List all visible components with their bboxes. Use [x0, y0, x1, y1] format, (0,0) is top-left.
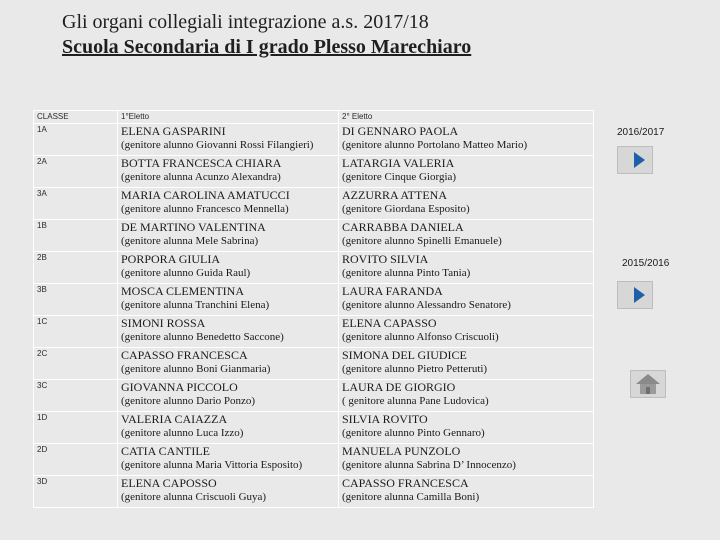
table-row: [34, 412, 594, 444]
first-elected-cell: [118, 476, 339, 508]
first-elected-parent-note: (genitore alunna Tranchini Elena): [121, 299, 270, 311]
table-row: [34, 316, 594, 348]
table-row: [34, 348, 594, 380]
class-cell: 1C: [34, 316, 118, 348]
header-classe: CLASSE: [34, 111, 118, 124]
first-elected-name: MOSCA CLEMENTINA: [121, 284, 245, 298]
first-elected-name: GIOVANNA PICCOLO: [121, 380, 238, 394]
first-elected-name: CAPASSO FRANCESCA: [121, 348, 248, 362]
first-elected-name: DE MARTINO VALENTINA: [121, 220, 266, 234]
year-label-2015-2016: 2015/2016: [622, 258, 670, 269]
second-elected-name: CAPASSO FRANCESCA: [342, 476, 469, 490]
second-elected-parent-note: ( genitore alunna Pane Ludovica): [342, 395, 489, 407]
first-elected-parent-note: (genitore alunno Francesco Mennella): [121, 203, 289, 215]
second-elected-cell: [339, 348, 594, 380]
table-row: [34, 220, 594, 252]
first-elected-parent-note: (genitore alunno Dario Ponzo): [121, 395, 256, 407]
class-cell: 3D: [34, 476, 118, 508]
title-line-2: Scuola Secondaria di I grado Plesso Marechiaro: [62, 36, 472, 58]
first-elected-parent-note: (genitore alunna Acunzo Alexandra): [121, 171, 281, 183]
first-elected-cell: [118, 124, 339, 156]
first-elected-name: CATIA CANTILE: [121, 444, 210, 458]
table-row: [34, 156, 594, 188]
class-cell: 3A: [34, 188, 118, 220]
table-row: [34, 188, 594, 220]
second-elected-name: LAURA DE GIORGIO: [342, 380, 456, 394]
first-elected-name: MARIA CAROLINA AMATUCCI: [121, 188, 290, 202]
first-elected-name: ELENA CAPOSSO: [121, 476, 217, 490]
first-elected-name: BOTTA FRANCESCA CHIARA: [121, 156, 282, 170]
first-elected-cell: [118, 188, 339, 220]
second-elected-cell: [339, 124, 594, 156]
home-icon: [631, 371, 665, 397]
second-elected-cell: [339, 284, 594, 316]
second-elected-name: MANUELA PUNZOLO: [342, 444, 461, 458]
first-elected-cell: [118, 380, 339, 412]
first-elected-parent-note: (genitore alunno Benedetto Saccone): [121, 331, 284, 343]
first-elected-cell: [118, 284, 339, 316]
second-elected-parent-note: (genitore alunno Alessandro Senatore): [342, 299, 511, 311]
first-elected-cell: [118, 156, 339, 188]
second-elected-parent-note: (genitore Cinque Giorgia): [342, 171, 457, 183]
first-elected-parent-note: (genitore alunna Criscuoli Guya): [121, 491, 267, 503]
class-cell: 2A: [34, 156, 118, 188]
elected-table: [33, 110, 594, 508]
table-row: [34, 444, 594, 476]
first-elected-parent-note: (genitore alunna Maria Vittoria Esposito): [121, 459, 303, 471]
first-elected-name: ELENA GASPARINI: [121, 124, 226, 138]
class-cell: 2D: [34, 444, 118, 476]
header-secondo-eletto: 2° Eletto: [339, 111, 594, 124]
header-primo-eletto: 1°Eletto: [118, 111, 339, 124]
class-cell: 3B: [34, 284, 118, 316]
first-elected-name: VALERIA CAIAZZA: [121, 412, 228, 426]
first-elected-cell: [118, 316, 339, 348]
play-icon: [618, 147, 652, 173]
second-elected-name: ROVITO SILVIA: [342, 252, 429, 266]
home-button[interactable]: [630, 370, 666, 398]
nav-button-2016-2017[interactable]: [617, 146, 653, 174]
class-cell: 3C: [34, 380, 118, 412]
table-row: [34, 252, 594, 284]
second-elected-name: LAURA FARANDA: [342, 284, 443, 298]
table-row: [34, 476, 594, 508]
second-elected-cell: [339, 380, 594, 412]
second-elected-cell: [339, 156, 594, 188]
second-elected-parent-note: (genitore alunno Portolano Matteo Mario): [342, 139, 528, 151]
second-elected-cell: [339, 476, 594, 508]
first-elected-parent-note: (genitore alunno Luca Izzo): [121, 427, 244, 439]
first-elected-cell: [118, 252, 339, 284]
first-elected-name: SIMONI ROSSA: [121, 316, 206, 330]
first-elected-parent-note: (genitore alunno Giovanni Rossi Filangieri): [121, 139, 314, 151]
first-elected-cell: [118, 220, 339, 252]
second-elected-name: DI GENNARO PAOLA: [342, 124, 459, 138]
first-elected-cell: [118, 412, 339, 444]
first-elected-name: PORPORA GIULIA: [121, 252, 221, 266]
title-line-1: Gli organi collegiali integrazione a.s. 2017/18: [62, 11, 429, 33]
second-elected-cell: [339, 220, 594, 252]
class-cell: 1B: [34, 220, 118, 252]
play-icon: [618, 282, 652, 308]
second-elected-cell: [339, 412, 594, 444]
class-cell: 1A: [34, 124, 118, 156]
first-elected-parent-note: (genitore alunna Mele Sabrina): [121, 235, 259, 247]
second-elected-parent-note: (genitore alunno Alfonso Criscuoli): [342, 331, 499, 343]
second-elected-parent-note: (genitore Giordana Esposito): [342, 203, 470, 215]
second-elected-cell: [339, 252, 594, 284]
second-elected-name: SIMONA DEL GIUDICE: [342, 348, 467, 362]
first-elected-cell: [118, 444, 339, 476]
class-cell: 2B: [34, 252, 118, 284]
class-cell: 1D: [34, 412, 118, 444]
second-elected-name: ELENA CAPASSO: [342, 316, 437, 330]
table-row: [34, 124, 594, 156]
year-label-2016-2017: 2016/2017: [617, 127, 665, 138]
table-row: [34, 380, 594, 412]
table-row: [34, 284, 594, 316]
second-elected-parent-note: (genitore alunna Camilla Boni): [342, 491, 480, 503]
second-elected-parent-note: (genitore alunna Pinto Tania): [342, 267, 471, 279]
first-elected-cell: [118, 348, 339, 380]
second-elected-parent-note: (genitore alunno Pietro Petteruti): [342, 363, 488, 375]
first-elected-parent-note: (genitore alunno Guida Raul): [121, 267, 251, 279]
second-elected-name: CARRABBA DANIELA: [342, 220, 464, 234]
first-elected-parent-note: (genitore alunno Boni Gianmaria): [121, 363, 271, 375]
second-elected-cell: [339, 444, 594, 476]
table-header-row: [34, 111, 594, 124]
second-elected-cell: [339, 188, 594, 220]
class-cell: 2C: [34, 348, 118, 380]
second-elected-parent-note: (genitore alunno Spinelli Emanuele): [342, 235, 502, 247]
slide-title: [62, 10, 662, 60]
second-elected-name: LATARGIA VALERIA: [342, 156, 455, 170]
second-elected-name: AZZURRA ATTENA: [342, 188, 447, 202]
nav-button-2015-2016[interactable]: [617, 281, 653, 309]
second-elected-cell: [339, 316, 594, 348]
second-elected-parent-note: (genitore alunno Pinto Gennaro): [342, 427, 485, 439]
second-elected-parent-note: (genitore alunna Sabrina D’ Innocenzo): [342, 459, 516, 471]
second-elected-name: SILVIA ROVITO: [342, 412, 428, 426]
